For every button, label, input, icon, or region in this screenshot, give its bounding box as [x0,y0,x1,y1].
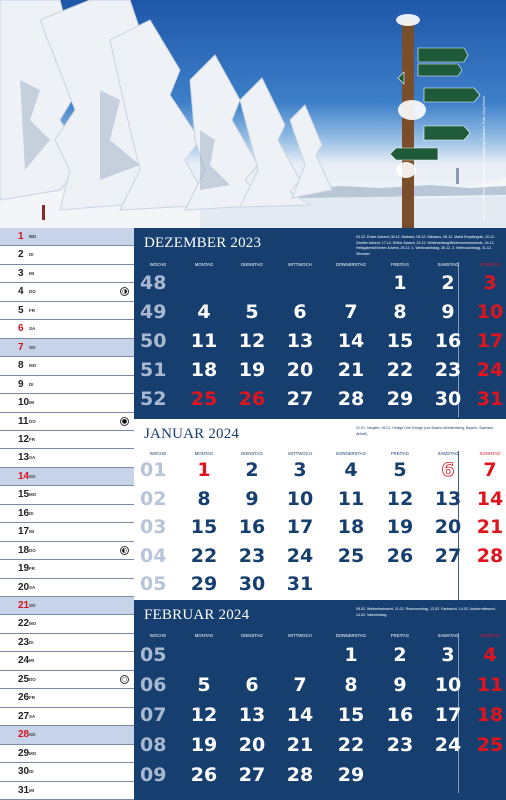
day-number: 1 [18,231,24,242]
weekday-abbr: DI [29,769,34,775]
day-cell: 7 [344,301,358,323]
week-row [134,488,506,518]
week-number: 08 [140,734,167,756]
week-row [134,734,506,764]
day-cell: 7 [293,674,307,696]
weekday-abbr: SA [29,326,36,332]
day-cell: 3 [441,644,455,666]
day-cell: 9 [245,487,259,510]
weekday-abbr: SA [29,584,36,590]
day-cell: 5 [245,301,259,323]
day-cell: 12 [190,704,218,726]
day-number: 16 [18,507,30,519]
weekday-header: SONNTAG [479,451,501,456]
weekday-header: DIENSTAG [241,451,263,456]
weekday-abbr: DI [29,252,34,258]
weekday-headers [134,633,506,641]
day-cell: 20 [434,516,462,538]
day-cell: 13 [286,330,314,352]
week-number: 05 [140,573,167,595]
week-number: 02 [140,487,167,510]
day-cell: 21 [286,734,314,756]
holiday-list: 01.01. Neujahr, 06.01. Heilige Drei Könige (nur Baden-Württemberg, Bayern, Sachsen-Anhalt) [356,426,495,436]
weekday-header: DONNERSTAG [335,262,366,267]
day-cell: 2 [441,272,455,294]
day-cell: 6 [293,301,307,323]
weekday-header: SAMSTAG [437,633,459,638]
day-row [0,413,134,431]
day-cell: 3 [293,459,307,481]
day-cell: 26 [190,764,218,786]
day-cell: 25 [337,544,365,567]
day-row [0,523,134,541]
day-cell: 25 [190,388,218,410]
day-strip [0,228,134,800]
day-cell: 17 [476,330,504,352]
weekday-abbr: MO [29,750,37,756]
day-row [0,431,134,449]
day-cell: 1 [197,459,211,481]
day-cell: 10 [434,674,462,696]
day-cell: 27 [238,764,266,786]
weekday-abbr: FR [29,695,35,701]
day-cell: 28 [337,388,365,410]
day-number: 19 [18,563,30,575]
weekday-header: MONTAG [194,633,214,638]
day-number: 7 [18,341,24,353]
day-row [0,782,134,800]
week-number: 01 [140,459,167,481]
day-cell: 27 [434,544,462,567]
day-cell: 6 [245,674,259,696]
day-number: 6 [18,323,24,335]
day-row [0,505,134,523]
weekday-header: SAMSTAG [437,262,459,267]
day-cell: 14 [337,330,365,352]
day-number: 14 [18,470,30,482]
week-number: 49 [140,301,167,323]
weekday-abbr: SA [29,713,36,719]
day-cell: 10 [476,301,504,323]
day-cell: 5 [393,459,407,481]
week-number: 50 [140,330,167,352]
day-number: 28 [18,729,30,741]
weekday-header: DIENSTAG [241,262,263,267]
day-cell: 6 [441,459,455,481]
day-row [0,579,134,597]
day-row [0,726,134,744]
day-cell: 26 [386,544,414,567]
day-cell: 19 [190,734,218,756]
day-row [0,228,134,246]
day-row [0,486,134,504]
day-row [0,542,134,560]
day-row [0,560,134,578]
holiday-list: 08.02. Weiberfastnacht, 11.02. Rosenmontag, 13.02. Fastnacht, 14.02. Aschermittwoch, 14.02. Valentinstag [356,607,496,617]
weekday-abbr: DO [29,676,36,682]
day-number: 12 [18,433,30,445]
moon-phase-icon: ● [121,417,128,425]
day-row [0,634,134,652]
day-cell: 13 [238,704,266,726]
weekday-abbr: FR [29,436,35,442]
day-cell: 17 [286,516,314,538]
day-cell: 22 [190,544,218,567]
weekday-header: DONNERSTAG [335,633,366,638]
day-cell: 11 [476,674,504,696]
weekday-abbr: FR [29,307,35,313]
week-row [134,359,506,389]
day-cell: 23 [434,359,462,381]
day-cell: 21 [476,516,504,538]
day-cell: 31 [476,388,504,410]
moon-phase-icon: ◐ [121,546,128,554]
day-cell: 4 [483,644,497,666]
day-cell: 16 [434,330,462,352]
weekday-abbr: SO [29,603,36,609]
day-number: 21 [18,600,30,612]
day-cell: 29 [386,388,414,410]
day-cell: 14 [286,704,314,726]
weekday-abbr: MI [29,270,34,276]
day-cell: 18 [337,516,365,538]
week-header: WOCHE [149,451,167,456]
week-number: 06 [140,674,167,696]
day-number: 26 [18,692,30,704]
day-number: 2 [18,249,24,261]
day-row [0,302,134,320]
day-cell: 18 [190,359,218,381]
week-row [134,674,506,704]
month-title: FEBRUAR 2024 [144,607,250,623]
calendar-photo [0,0,506,228]
day-cell: 27 [286,388,314,410]
day-number: 15 [18,489,30,501]
week-number: 51 [140,359,167,381]
day-row [0,265,134,283]
day-cell: 30 [434,388,462,410]
day-number: 22 [18,618,30,630]
day-cell: 24 [476,359,504,381]
day-row [0,283,134,301]
day-cell: 22 [386,359,414,381]
day-number: 27 [18,710,30,722]
weekday-abbr: DI [29,639,34,645]
day-cell: 19 [238,359,266,381]
day-cell: 20 [238,734,266,756]
week-header: WOCHE [149,262,167,267]
day-cell: 21 [337,359,365,381]
day-number: 3 [18,267,24,279]
weekday-header: MITTWOCH [288,633,312,638]
day-cell: 24 [434,734,462,756]
day-cell: 23 [238,544,266,567]
weekday-header: MITTWOCH [288,262,312,267]
photo-credit: Blick vom Fichtelberg zum Keilberg im Erzgebirge/Sachsen, Foto: Jörg Hühne [482,95,486,220]
day-cell: 9 [441,301,455,323]
day-cell: 29 [190,573,218,595]
day-cell: 10 [286,487,314,510]
weekday-abbr: MO [29,621,37,627]
day-cell: 14 [476,487,504,510]
week-row [134,764,506,794]
weekday-abbr: DO [29,547,36,553]
day-row [0,449,134,467]
weekday-header: SONNTAG [479,262,501,267]
day-cell: 7 [483,459,497,481]
weekday-abbr: SO [29,473,36,479]
day-row [0,671,134,689]
day-number: 8 [18,360,24,372]
day-cell: 12 [386,487,414,510]
day-number: 17 [18,526,30,538]
day-cell: 18 [476,704,504,726]
month-december [134,228,506,419]
weekday-headers [134,262,506,270]
weekday-headers [134,451,506,459]
day-cell: 28 [476,544,504,567]
day-cell: 17 [434,704,462,726]
day-cell: 26 [238,388,266,410]
day-cell: 3 [483,272,497,294]
day-cell: 8 [344,674,358,696]
day-cell: 24 [286,544,314,567]
week-row [134,459,506,489]
day-row [0,357,134,375]
day-row [0,652,134,670]
day-number: 18 [18,544,30,556]
weekday-abbr: MO [29,363,37,369]
week-number: 05 [140,644,167,666]
day-cell: 29 [337,764,365,786]
day-cell: 23 [386,734,414,756]
weekday-abbr: MO [29,234,37,239]
weekday-header: DONNERSTAG [335,451,366,456]
day-row [0,597,134,615]
day-cell: 20 [286,359,314,381]
week-row [134,573,506,603]
week-number: 03 [140,516,167,538]
day-cell: 11 [337,487,365,510]
day-cell: 1 [344,644,358,666]
week-row [134,388,506,418]
day-number: 5 [18,304,24,316]
week-header: WOCHE [149,633,167,638]
moon-phase-icon: ◑ [121,288,128,296]
day-number: 24 [18,655,30,667]
weekday-abbr: MO [29,492,37,498]
day-row [0,689,134,707]
weekday-abbr: FR [29,566,35,572]
week-row [134,545,506,575]
holiday-list: 03.12. Erster Advent, 06.12. Barbara, 06.12. Nikolaus, 08.12. Mariä Empfängnis, 10.12. Zweiter Advent, 17.12. Dritter Advent, 22.12. Winteranfang/Wintersonnenwende, 24.12. Heiligabend/Vierter Advent, 25.12. 1. Weihnachtstag, 26.12. 2. Weihnachtstag, 31.12. Silvester [356,235,496,256]
day-row [0,394,134,412]
day-cell: 11 [190,330,218,352]
weekday-abbr: DI [29,381,34,387]
day-number: 10 [18,397,30,409]
day-cell: 8 [393,301,407,323]
weekday-header: SAMSTAG [437,451,459,456]
day-cell: 25 [476,734,504,756]
day-row [0,615,134,633]
weekday-abbr: MI [29,787,34,793]
weekday-header: FREITAG [390,451,410,456]
weekday-abbr: DO [29,289,36,295]
weekday-abbr: MI [29,529,34,535]
day-number: 23 [18,636,30,648]
day-number: 20 [18,581,30,593]
day-number: 30 [18,766,30,778]
month-january [134,419,506,600]
day-row [0,708,134,726]
weekday-abbr: SO [29,344,36,350]
weekday-header: FREITAG [390,633,410,638]
weekday-abbr: SA [29,455,36,461]
week-row [134,272,506,302]
moon-phase-icon: ○ [121,675,128,683]
day-cell: 22 [337,734,365,756]
day-cell: 2 [245,459,259,481]
day-number: 29 [18,747,30,759]
day-cell: 4 [197,301,211,323]
day-cell: 16 [386,704,414,726]
week-number: 09 [140,764,167,786]
weekday-header: MITTWOCH [288,451,312,456]
day-row [0,246,134,264]
day-row [0,468,134,486]
day-cell: 1 [393,272,407,294]
day-number: 4 [18,286,24,298]
day-cell: 30 [238,573,266,595]
week-row [134,704,506,734]
weekday-abbr: MI [29,658,34,664]
day-cell: 19 [386,516,414,538]
day-cell: 5 [197,674,211,696]
day-cell: 15 [386,330,414,352]
day-number: 13 [18,452,30,464]
winter-landscape-image [0,0,506,228]
day-row [0,763,134,781]
day-cell: 4 [344,459,358,481]
month-february [134,600,506,800]
weekday-abbr: SO [29,732,36,738]
week-row [134,644,506,674]
weekday-abbr: DI [29,510,34,516]
week-row [134,330,506,360]
week-row [134,301,506,331]
day-cell: 2 [393,644,407,666]
week-number: 48 [140,272,167,294]
day-cell: 31 [286,573,314,595]
weekday-abbr: MI [29,400,34,406]
day-cell: 15 [337,704,365,726]
day-cell: 15 [190,516,218,538]
weekday-header: MONTAG [194,262,214,267]
month-title: JANUAR 2024 [144,426,240,442]
day-number: 31 [18,784,30,796]
weekday-header: SONNTAG [479,633,501,638]
week-number: 04 [140,544,167,567]
day-row [0,320,134,338]
day-row [0,376,134,394]
day-cell: 28 [286,764,314,786]
day-cell: 8 [197,487,211,510]
weekday-header: FREITAG [390,262,410,267]
week-row [134,516,506,546]
week-number: 52 [140,388,167,410]
day-cell: 9 [393,674,407,696]
weekday-header: DIENSTAG [241,633,263,638]
weekday-header: MONTAG [194,451,214,456]
day-cell: 12 [238,330,266,352]
day-row [0,339,134,357]
day-cell: 16 [238,516,266,538]
day-number: 11 [18,415,29,427]
day-number: 9 [18,378,24,390]
day-cell: 13 [434,487,462,510]
week-number: 07 [140,704,167,726]
month-title: DEZEMBER 2023 [144,235,262,251]
day-number: 25 [18,673,30,685]
day-row [0,745,134,763]
weekday-abbr: DO [29,418,36,424]
